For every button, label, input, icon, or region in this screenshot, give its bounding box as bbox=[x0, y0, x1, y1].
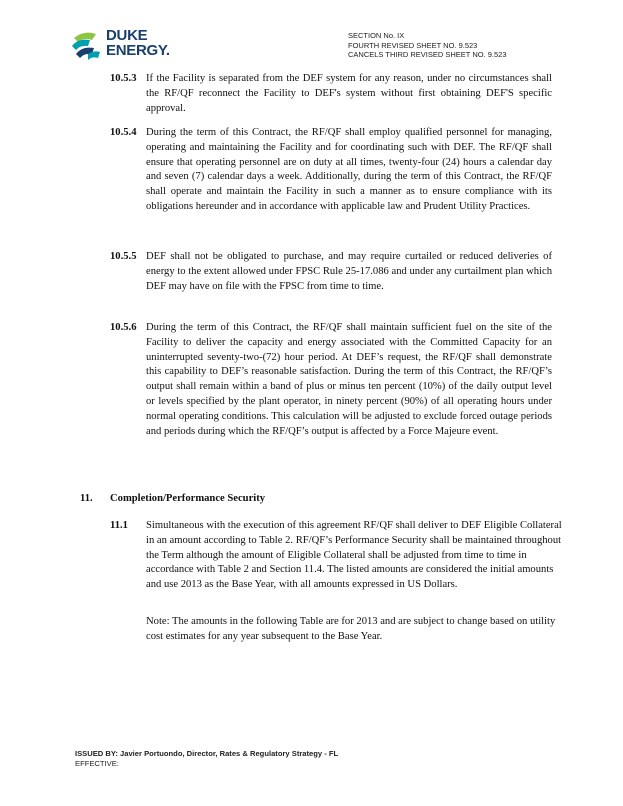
clause-number: 10.5.4 bbox=[110, 127, 137, 138]
section-number: 11. bbox=[80, 493, 93, 504]
subsection-text: Simultaneous with the execution of this agreement RF/QF shall deliver to DEF Eligible Collateral in an amount according to Table 2. RF/QF’s Performance Security shall be maintained throughout the Term although the amount of Eligible Collateral shall be adjusted from time to time in accordance with Table 2 and Section 11.4. The listed amounts are considered the initial amounts and use 2013 as the Base Year, with all amounts expressed in US Dollars. bbox=[146, 520, 562, 591]
header-section: SECTION No. IX bbox=[348, 31, 405, 40]
footer bbox=[75, 749, 338, 768]
subsection-number: 11.1 bbox=[110, 520, 128, 531]
clause-text: During the term of this Contract, the RF/QF shall maintain sufficient fuel on the site of the Facility to deliver the capacity and energy associated with the Committed Capacity for an uninterrupted seventy-two-(72) hour period. At DEF’s request, the RF/QF shall demonstrate this capability to DEF’s reasonable satisfaction. During the term of this Contract, the RF/QF’s output shall remain within a band of plus or minus ten percent (10%) of the daily output level or levels specified by the plant operator, in ninety percent (90%) of all operating hours under normal operating conditions. This calculation will be adjusted to exclude forced outage periods and periods during which the RF/QF’s output is affected by a Force Majeure event. bbox=[146, 322, 552, 437]
duke-energy-logo-icon bbox=[70, 28, 104, 62]
sheet-header bbox=[348, 31, 507, 60]
clause-text: During the term of this Contract, the RF/QF shall employ qualified personnel for managing, operating and maintaining the Facility and for coordinating such with DEF. The RF/QF shall ensure that operating personnel are on duty at all times, twenty-four (24) hours a calendar day and seven (7) calendar days a week. Additionally, during the term of this Contract, the RF/QF shall operate and maintain the Facility in such a manner as to ensure compliance with its obligations hereunder and in accordance with applicable law and Prudent Utility Practices. bbox=[146, 127, 552, 212]
clause-number: 10.5.6 bbox=[110, 322, 137, 333]
clause-number: 10.5.3 bbox=[110, 73, 137, 84]
clause-text: DEF shall not be obligated to purchase, and may require curtailed or reduced deliveries of energy to the extent allowed under FPSC Rule 25-17.086 and under any curtailment plan which DEF may have on file with the FPSC from time to time. bbox=[146, 251, 552, 292]
duke-energy-logo bbox=[70, 26, 190, 66]
note-text: Note: The amounts in the following Table are for 2013 and are subject to change based on utility cost estimates for any year subsequent to the Base Year. bbox=[146, 616, 556, 642]
clause-text: If the Facility is separated from the DEF system for any reason, under no circumstances shall the RF/QF reconnect the Facility to DEF's system without first obtaining DEF'S specific approval. bbox=[146, 73, 552, 114]
section-title: Completion/Performance Security bbox=[110, 493, 266, 504]
logo-line-2: ENERGY. bbox=[106, 42, 170, 59]
clause-number: 10.5.5 bbox=[110, 251, 137, 262]
issued-by: ISSUED BY: Javier Portuondo, Director, Rates & Regulatory Strategy - FL bbox=[75, 749, 339, 758]
header-sheet: FOURTH REVISED SHEET NO. 9.523 bbox=[348, 40, 478, 50]
logo-line-1: DUKE bbox=[106, 27, 148, 44]
logo-wordmark bbox=[106, 28, 170, 58]
header-cancels: CANCELS THIRD REVISED SHEET NO. 9.523 bbox=[348, 50, 507, 59]
effective-label: EFFECTIVE: bbox=[75, 758, 119, 768]
